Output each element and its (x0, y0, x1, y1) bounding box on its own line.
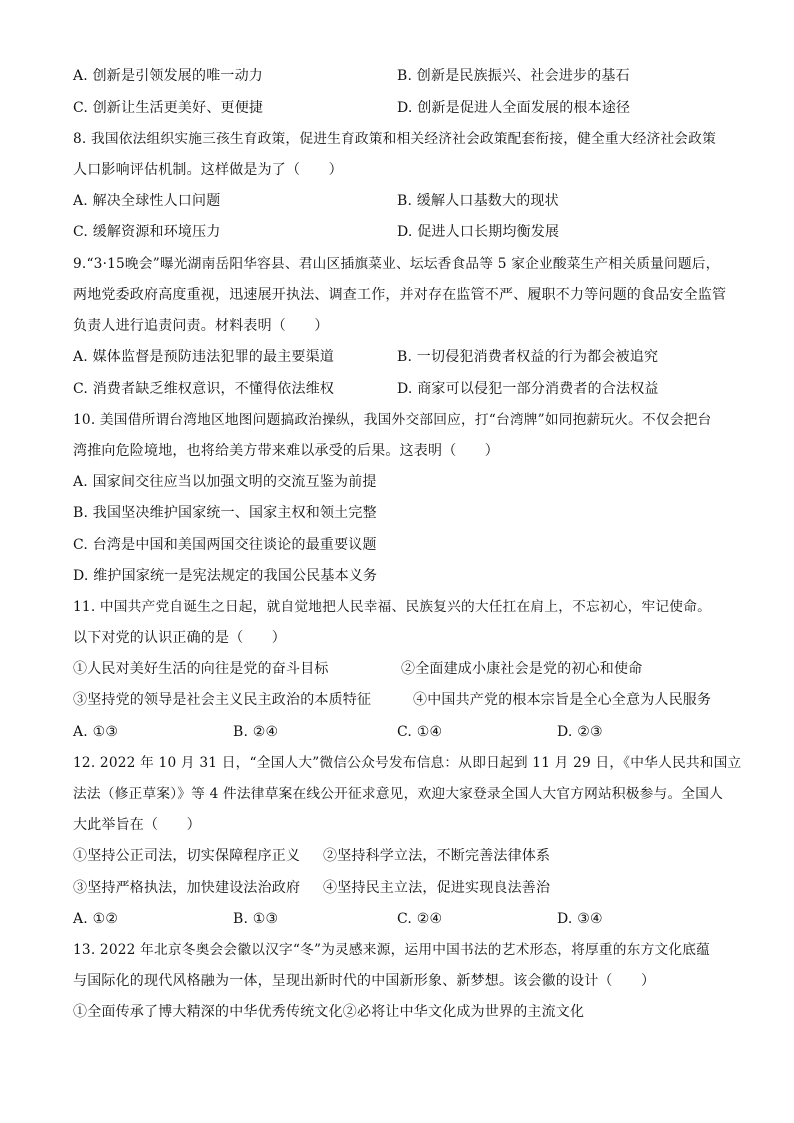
q11-option-d: D. ②③ (557, 724, 603, 740)
q8-stem-line-2: 人口影响评估机制。这样做是为了（ ） (73, 162, 343, 178)
q12-option-c: C. ②④ (397, 911, 443, 927)
q12-statement-1: ①坚持公正司法，切实保障程序正义 (73, 848, 301, 864)
q11-option-a: A. ①③ (73, 724, 119, 740)
q12-option-d: D. ③④ (557, 911, 603, 927)
q9-option-c: C. 消费者缺乏维权意识，不懂得依法维权 (73, 381, 335, 397)
q10-stem-line-1: 10. 美国借所谓台湾地区地图问题搞政治操纵，我国外交部回应，打“台湾牌”如同抱薪玩火。不仅会把台 (73, 412, 712, 428)
q12-statement-3: ③坚持严格执法，加快建设法治政府 (73, 880, 301, 896)
q12-statement-4: ④坚持民主立法，促进实现良法善治 (323, 880, 551, 896)
q7-option-c: C. 创新让生活更美好、更便捷 (73, 100, 264, 116)
q9-option-a: A. 媒体监督是预防违法犯罪的最主要渠道 (73, 349, 335, 365)
q11-stem-line-1: 11. 中国共产党自诞生之日起，就自觉地把人民幸福、民族复兴的大任扛在肩上，不忘初心，牢记使命。 (73, 599, 711, 615)
q8-option-d: D. 促进人口长期均衡发展 (397, 224, 560, 240)
q13-statement-line: ①全面传承了博大精深的中华优秀传统文化②必将让中华文化成为世界的主流文化 (73, 1004, 585, 1020)
q13-stem-line-1: 13. 2022 年北京冬奥会会徽以汉字“冬”为灵感来源，运用中国书法的艺术形态，将厚重的东方文化底蕴 (73, 942, 711, 958)
q10-stem-line-2: 湾推向危险境地，也将给美方带来难以承受的后果。这表明（ ） (73, 443, 499, 459)
q8-option-c: C. 缓解资源和环境压力 (73, 224, 221, 240)
q9-stem-line-1: 9.“3·15晚会”曝光湖南岳阳华容县、君山区插旗菜业、坛坛香食品等 5 家企业酸菜生产相关质量问题后， (73, 256, 720, 272)
q8-option-a: A. 解决全球性人口问题 (73, 193, 221, 209)
q11-statement-1: ①人民对美好生活的向往是党的奋斗目标 (73, 661, 329, 677)
q13-stem-line-2: 与国际化的现代风格融为一体，呈现出新时代的中国新形象、新梦想。该会徽的设计（ ） (73, 973, 656, 989)
q11-statement-3: ③坚持党的领导是社会主义民主政治的本质特征 (73, 692, 372, 708)
q7-option-d: D. 创新是促进人全面发展的根本途径 (397, 100, 631, 116)
q9-option-d: D. 商家可以侵犯一部分消费者的合法权益 (397, 381, 659, 397)
q10-option-b: B. 我国坚决维护国家统一、国家主权和领土完整 (73, 505, 377, 521)
q10-option-d: D. 维护国家统一是宪法规定的我国公民基本义务 (73, 568, 378, 584)
q11-stem-line-2: 以下对党的认识正确的是（ ） (73, 630, 286, 646)
q10-option-c: C. 台湾是中国和美国两国交往谈论的最重要议题 (73, 537, 377, 553)
q12-statement-2: ②坚持科学立法，不断完善法律体系 (323, 848, 551, 864)
q7-option-a: A. 创新是引领发展的唯一动力 (73, 68, 264, 84)
q11-option-b: B. ②④ (233, 724, 279, 740)
q11-statement-2: ②全面建成小康社会是党的初心和使命 (401, 661, 643, 677)
q9-option-b: B. 一切侵犯消费者权益的行为都会被追究 (397, 349, 659, 365)
q12-stem-line-3: 大此举旨在（ ） (73, 817, 201, 833)
q12-option-a: A. ①② (73, 911, 119, 927)
q12-stem-line-2: 法法（修正草案）》等 4 件法律草案在线公开征求意见，欢迎大家登录全国人大官方网站积极参与。全国人 (73, 786, 723, 802)
q12-stem-line-1: 12. 2022 年 10 月 31 日，“全国人大”微信公众号发布信息：从即日起到 11 月 29 日，《中华人民共和国立 (73, 755, 742, 771)
q8-stem-line-1: 8. 我国依法组织实施三孩生育政策，促进生育政策和相关经济社会政策配套衔接，健全重大经济社会政策 (73, 131, 716, 147)
q12-option-b: B. ①③ (233, 911, 279, 927)
q9-stem-line-2: 两地党委政府高度重视，迅速展开执法、调查工作，并对存在监管不严、履职不力等问题的食品安全监管 (73, 287, 727, 303)
q7-option-b: B. 创新是民族振兴、社会进步的基石 (397, 68, 630, 84)
q11-statement-4: ④中国共产党的根本宗旨是全心全意为人民服务 (413, 692, 712, 708)
q8-option-b: B. 缓解人口基数大的现状 (397, 193, 559, 209)
q10-option-a: A. 国家间交往应当以加强文明的交流互鉴为前提 (73, 474, 377, 490)
q11-option-c: C. ①④ (397, 724, 443, 740)
q9-stem-line-3: 负责人进行追责问责。材料表明（ ） (73, 318, 329, 334)
